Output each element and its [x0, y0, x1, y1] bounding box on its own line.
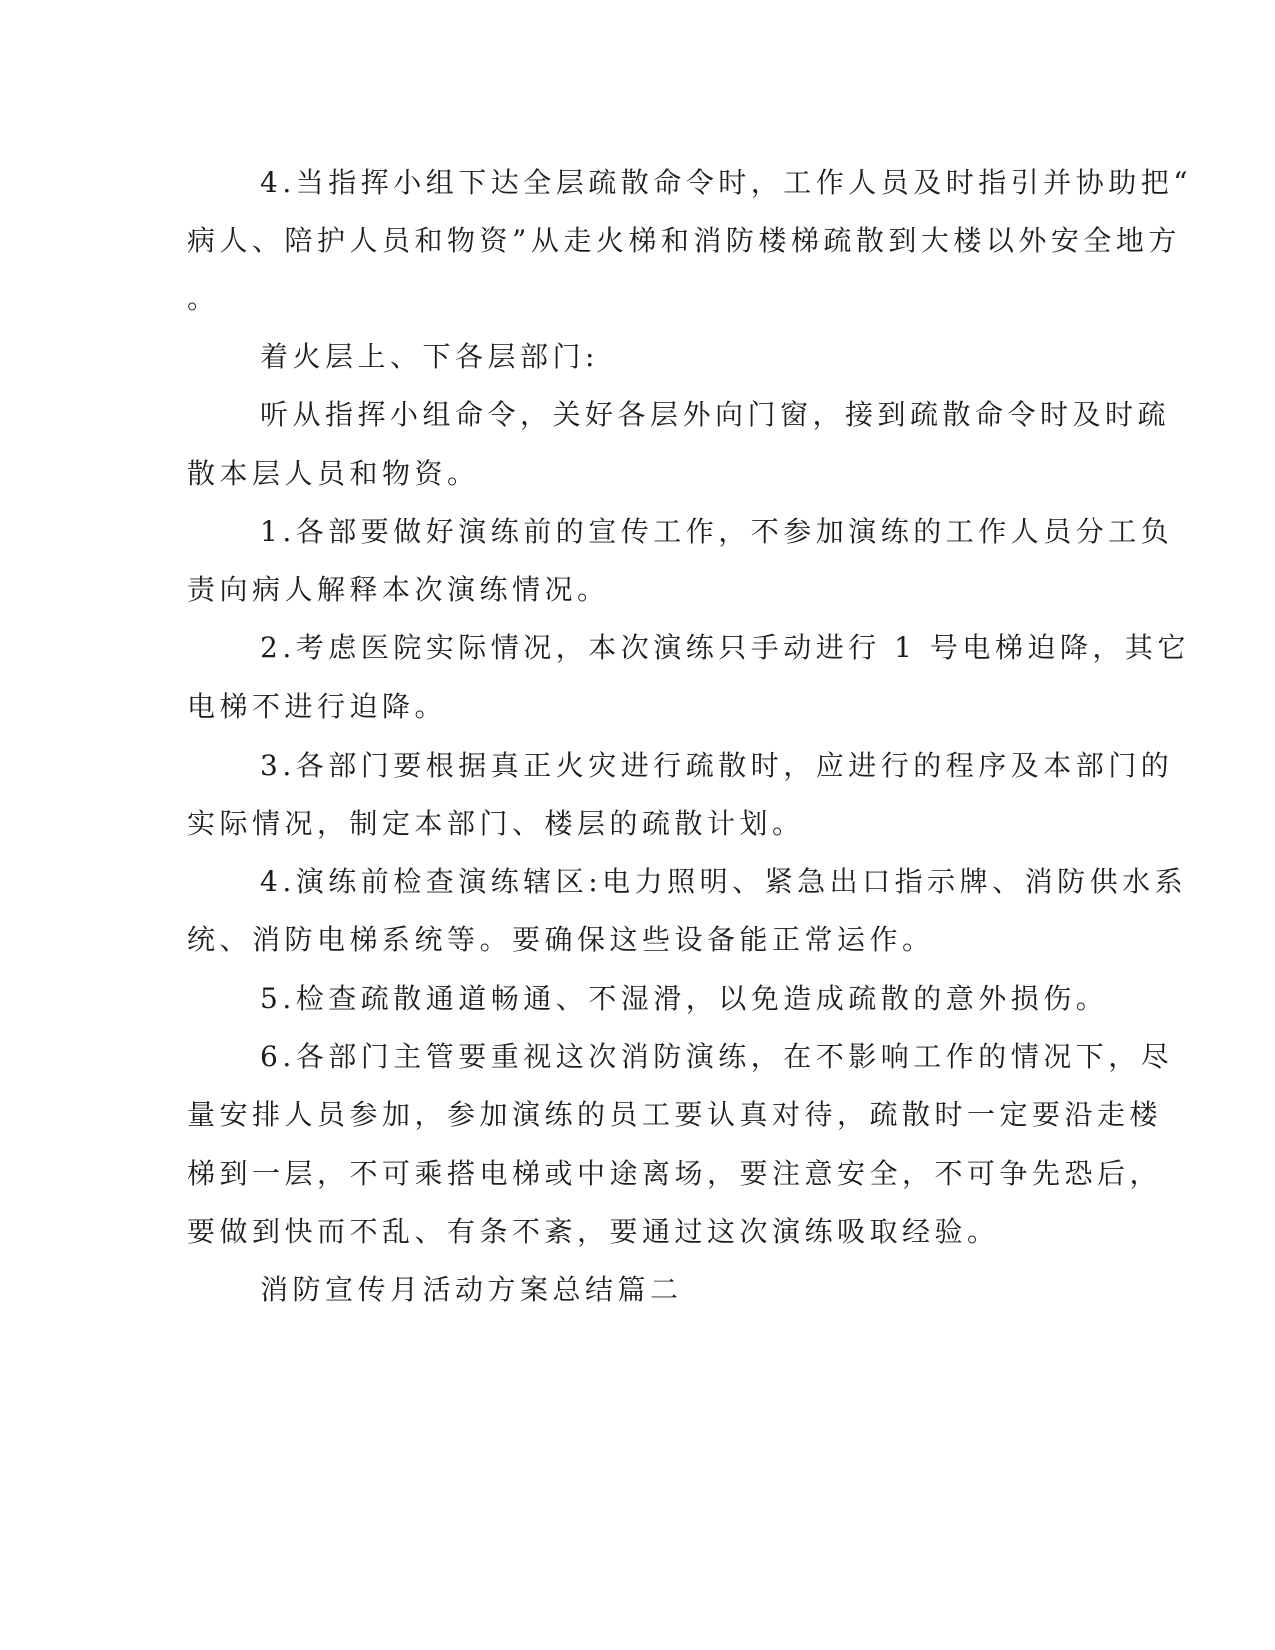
text-line: 5.检查疏散通道畅通、不湿滑，以免造成疏散的意外损伤。 — [260, 982, 1109, 1015]
text-line: 6.各部门主管要重视这次消防演练，在不影响工作的情况下，尽 — [260, 1040, 1174, 1073]
text-line: 电梯不进行迫降。 — [187, 690, 448, 723]
text-line: 病人、陪护人员和物资”从走火梯和消防楼梯疏散到大楼以外安全地方 — [187, 224, 1181, 257]
text-line: 3.各部门要根据真正火灾进行疏散时，应进行的程序及本部门的 — [260, 749, 1174, 782]
text-line: 1.各部要做好演练前的宣传工作，不参加演练的工作人员分工负 — [260, 515, 1174, 548]
text-line: 4.演练前检查演练辖区:电力照明、紧急出口指示牌、消防供水系 — [260, 865, 1188, 898]
text-line: 责向病人解释本次演练情况。 — [187, 573, 610, 606]
text-line: 4.当指挥小组下达全层疏散命令时，工作人员及时指引并协助把“ — [260, 166, 1193, 199]
text-line: 散本层人员和物资。 — [187, 457, 480, 490]
text-line: 听从指挥小组命令，关好各层外向门窗，接到疏散命令时及时疏 — [260, 398, 1171, 431]
text-line: 统、消防电梯系统等。要确保这些设备能正常运作。 — [187, 923, 935, 956]
text-line: 着火层上、下各层部门: — [260, 340, 599, 373]
section-heading: 消防宣传月活动方案总结篇二 — [260, 1273, 683, 1306]
text-line: 量安排人员参加，参加演练的员工要认真对待，疏散时一定要沿走楼 — [187, 1098, 1163, 1131]
text-line: 梯到一层，不可乘搭电梯或中途离场，要注意安全，不可争先恐后， — [187, 1157, 1163, 1190]
text-line: 2.考虑医院实际情况，本次演练只手动进行 1 号电梯迫降，其它 — [260, 631, 1190, 664]
text-line: 要做到快而不乱、有条不紊，要通过这次演练吸取经验。 — [187, 1215, 1000, 1248]
text-line: 。 — [187, 282, 220, 315]
text-line: 实际情况，制定本部门、楼层的疏散计划。 — [187, 807, 805, 840]
